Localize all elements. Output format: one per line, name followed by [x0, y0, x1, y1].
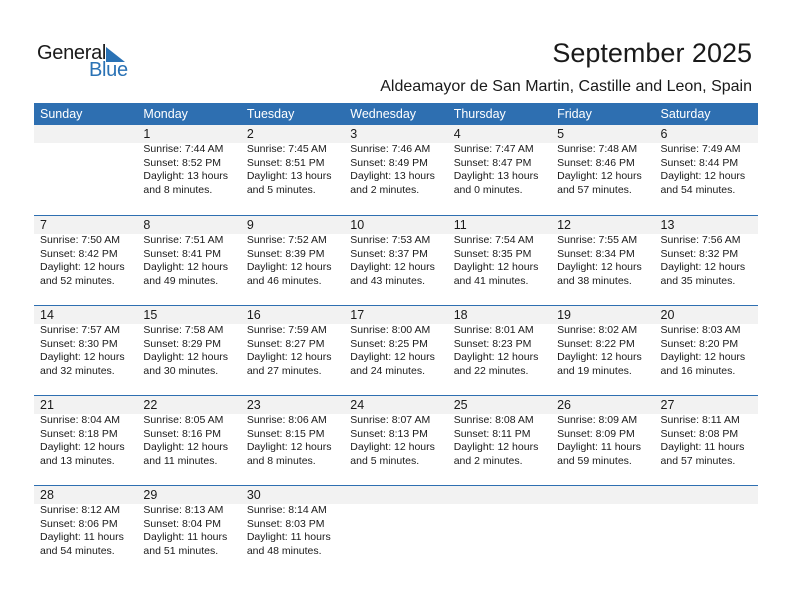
sunrise-text: Sunrise: 7:45 AM [246, 143, 327, 155]
day-number: 24 [350, 398, 365, 412]
daylight-minutes-text: and 2 minutes. [453, 454, 523, 467]
daylight-minutes-text: and 57 minutes. [660, 454, 736, 467]
day-cell [34, 396, 137, 468]
day-cell [344, 486, 447, 558]
daylight-text: Daylight: 11 hours [246, 531, 331, 543]
day-number [350, 486, 447, 504]
sunrise-text: Sunrise: 7:53 AM [350, 234, 431, 246]
daylight-text: Daylight: 12 hours [557, 351, 642, 363]
sunset-text: Sunset: 8:37 PM [350, 247, 428, 260]
daylight-minutes-text: and 5 minutes. [350, 454, 420, 467]
day-number: 4 [453, 127, 461, 141]
sunset-text: Sunset: 8:49 PM [350, 156, 428, 169]
daylight-minutes-text: and 8 minutes. [143, 183, 213, 196]
daylight-minutes-text: and 5 minutes. [246, 183, 316, 196]
week-cells [34, 125, 758, 197]
daylight-minutes-text: and 22 minutes. [453, 364, 529, 377]
day-cell [241, 486, 344, 558]
sunrise-text: Sunrise: 7:55 AM [557, 234, 638, 246]
sunset-text: Sunset: 8:08 PM [660, 427, 739, 440]
weeks-container [34, 125, 758, 575]
sunrise-text: Sunrise: 8:08 AM [453, 414, 534, 426]
sunrise-text: Sunrise: 7:44 AM [143, 143, 224, 155]
sunrise-text: Sunrise: 8:06 AM [246, 414, 327, 426]
daylight-text: Daylight: 11 hours [40, 531, 124, 543]
sunset-text: Sunset: 8:42 PM [40, 247, 118, 260]
day-cell [34, 306, 137, 378]
daylight-minutes-text: and 2 minutes. [350, 183, 420, 196]
daylight-text: Daylight: 12 hours [246, 441, 332, 453]
daylight-minutes-text: and 49 minutes. [143, 274, 219, 287]
day-cell [655, 125, 758, 197]
day-number: 27 [660, 398, 675, 412]
sunrise-text: Sunrise: 8:09 AM [557, 414, 638, 426]
day-number: 20 [660, 308, 675, 322]
day-number: 22 [143, 398, 158, 412]
day-number [40, 125, 137, 143]
week-row [34, 485, 758, 575]
sunrise-text: Sunrise: 7:50 AM [40, 234, 120, 246]
weekday-tuesday: Tuesday [246, 107, 295, 121]
sunrise-text: Sunrise: 7:48 AM [557, 143, 638, 155]
day-cell [655, 486, 758, 558]
day-number: 21 [40, 398, 54, 412]
weekday-thursday: Thursday [453, 107, 506, 121]
sunset-text: Sunset: 8:44 PM [660, 156, 739, 169]
day-number: 6 [660, 127, 668, 141]
sunset-text: Sunset: 8:34 PM [557, 247, 635, 260]
day-number: 16 [246, 308, 261, 322]
sunrise-text: Sunrise: 8:11 AM [660, 414, 740, 426]
day-cell [551, 216, 654, 288]
day-number: 11 [453, 218, 467, 232]
day-cell [137, 486, 240, 558]
daylight-text: Daylight: 13 hours [453, 170, 539, 182]
day-cell [137, 396, 240, 468]
daylight-minutes-text: and 0 minutes. [453, 183, 523, 196]
daylight-text: Daylight: 12 hours [660, 351, 746, 363]
sunset-text: Sunset: 8:23 PM [453, 337, 532, 350]
sunset-text: Sunset: 8:41 PM [143, 247, 222, 260]
daylight-text: Daylight: 11 hours [660, 441, 745, 453]
day-cell [448, 486, 551, 558]
sunrise-text: Sunrise: 7:51 AM [143, 234, 224, 246]
daylight-text: Daylight: 12 hours [143, 261, 229, 273]
day-cell [241, 306, 344, 378]
day-cell [448, 306, 551, 378]
day-number: 19 [557, 308, 572, 322]
sunset-text: Sunset: 8:46 PM [557, 156, 635, 169]
daylight-minutes-text: and 41 minutes. [453, 274, 529, 287]
sunrise-text: Sunrise: 7:46 AM [350, 143, 431, 155]
daylight-minutes-text: and 32 minutes. [40, 364, 115, 377]
day-number: 14 [40, 308, 54, 322]
daylight-text: Daylight: 12 hours [660, 261, 746, 273]
location-subtitle: Aldeamayor de San Martin, Castille and Leon, Spain [380, 78, 752, 95]
day-cell [344, 125, 447, 197]
daylight-text: Daylight: 11 hours [557, 441, 641, 453]
day-number: 2 [246, 127, 254, 141]
daylight-text: Daylight: 12 hours [557, 261, 642, 273]
sunrise-text: Sunrise: 8:13 AM [143, 504, 224, 516]
daylight-minutes-text: and 43 minutes. [350, 274, 425, 287]
day-number: 7 [40, 218, 47, 232]
day-cell [34, 216, 137, 288]
sunrise-text: Sunrise: 8:04 AM [40, 414, 120, 426]
daylight-minutes-text: and 51 minutes. [143, 544, 219, 557]
day-number: 3 [350, 127, 358, 141]
day-number: 15 [143, 308, 158, 322]
weekday-sunday: Sunday [40, 107, 83, 121]
sunrise-text: Sunrise: 8:12 AM [40, 504, 120, 516]
daylight-minutes-text: and 8 minutes. [246, 454, 316, 467]
day-number: 23 [246, 398, 261, 412]
day-cell [344, 306, 447, 378]
daylight-text: Daylight: 12 hours [40, 261, 125, 273]
sunset-text: Sunset: 8:18 PM [40, 427, 118, 440]
week-cells [34, 216, 758, 288]
sunset-text: Sunset: 8:29 PM [143, 337, 222, 350]
weekday-monday: Monday [143, 107, 188, 121]
sunset-text: Sunset: 8:35 PM [453, 247, 532, 260]
day-cell [241, 216, 344, 288]
general-blue-logo [37, 42, 137, 82]
daylight-minutes-text: and 54 minutes. [40, 544, 115, 557]
daylight-minutes-text: and 24 minutes. [350, 364, 425, 377]
sunset-text: Sunset: 8:11 PM [453, 427, 531, 440]
sunrise-text: Sunrise: 8:01 AM [453, 324, 534, 336]
daylight-minutes-text: and 11 minutes. [143, 454, 218, 467]
sunset-text: Sunset: 8:30 PM [40, 337, 118, 350]
day-cell [551, 486, 654, 558]
daylight-text: Daylight: 12 hours [453, 261, 539, 273]
daylight-text: Daylight: 12 hours [246, 351, 332, 363]
week-row [34, 305, 758, 395]
sunrise-text: Sunrise: 8:05 AM [143, 414, 224, 426]
daylight-text: Daylight: 12 hours [350, 261, 435, 273]
sunset-text: Sunset: 8:25 PM [350, 337, 428, 350]
day-cell [344, 396, 447, 468]
sunrise-text: Sunrise: 8:00 AM [350, 324, 431, 336]
sunrise-text: Sunrise: 7:49 AM [660, 143, 741, 155]
daylight-text: Daylight: 12 hours [660, 170, 746, 182]
sunset-text: Sunset: 8:13 PM [350, 427, 428, 440]
day-cell [655, 306, 758, 378]
week-row [34, 395, 758, 485]
sunset-text: Sunset: 8:27 PM [246, 337, 325, 350]
daylight-text: Daylight: 11 hours [143, 531, 228, 543]
day-cell [344, 216, 447, 288]
sunset-text: Sunset: 8:03 PM [246, 517, 325, 530]
daylight-minutes-text: and 59 minutes. [557, 454, 632, 467]
daylight-minutes-text: and 30 minutes. [143, 364, 219, 377]
sunrise-text: Sunrise: 7:59 AM [246, 324, 327, 336]
sunrise-text: Sunrise: 7:52 AM [246, 234, 327, 246]
logo-word-blue: Blue [89, 59, 128, 81]
sunrise-text: Sunrise: 8:03 AM [660, 324, 741, 336]
sunset-text: Sunset: 8:15 PM [246, 427, 325, 440]
day-cell [551, 125, 654, 197]
sunrise-text: Sunrise: 8:02 AM [557, 324, 638, 336]
day-number: 5 [557, 127, 565, 141]
daylight-text: Daylight: 12 hours [453, 441, 539, 453]
sunset-text: Sunset: 8:52 PM [143, 156, 222, 169]
day-cell [655, 396, 758, 468]
daylight-text: Daylight: 12 hours [557, 170, 642, 182]
week-row [34, 215, 758, 305]
sunset-text: Sunset: 8:16 PM [143, 427, 222, 440]
day-cell [34, 125, 137, 197]
sunset-text: Sunset: 8:39 PM [246, 247, 325, 260]
day-number [661, 486, 758, 504]
sunset-text: Sunset: 8:20 PM [660, 337, 739, 350]
weekday-wednesday: Wednesday [350, 107, 417, 121]
daylight-text: Daylight: 12 hours [453, 351, 539, 363]
week-cells [34, 486, 758, 558]
daylight-text: Daylight: 12 hours [40, 441, 125, 453]
daylight-text: Daylight: 13 hours [350, 170, 435, 182]
daylight-minutes-text: and 38 minutes. [557, 274, 632, 287]
sunset-text: Sunset: 8:09 PM [557, 427, 635, 440]
day-cell [137, 306, 240, 378]
day-number [454, 486, 551, 504]
calendar-grid [34, 103, 758, 575]
week-cells [34, 306, 758, 378]
day-cell [448, 125, 551, 197]
day-number: 29 [143, 488, 158, 502]
daylight-minutes-text: and 57 minutes. [557, 183, 632, 196]
day-number: 1 [143, 127, 151, 141]
daylight-minutes-text: and 19 minutes. [557, 364, 632, 377]
day-cell [241, 396, 344, 468]
weekday-saturday: Saturday [660, 107, 711, 121]
day-number: 9 [246, 218, 254, 232]
sunrise-text: Sunrise: 7:57 AM [40, 324, 120, 336]
daylight-minutes-text: and 52 minutes. [40, 274, 115, 287]
sunset-text: Sunset: 8:06 PM [40, 517, 118, 530]
weekday-friday: Friday [557, 107, 592, 121]
day-number: 30 [246, 488, 261, 502]
sunset-text: Sunset: 8:32 PM [660, 247, 739, 260]
day-number: 26 [557, 398, 572, 412]
day-number: 13 [660, 218, 675, 232]
sunrise-text: Sunrise: 7:54 AM [453, 234, 534, 246]
daylight-text: Daylight: 12 hours [350, 441, 435, 453]
sunset-text: Sunset: 8:47 PM [453, 156, 532, 169]
daylight-text: Daylight: 13 hours [143, 170, 229, 182]
day-cell [655, 216, 758, 288]
daylight-text: Daylight: 12 hours [143, 351, 229, 363]
day-cell [551, 306, 654, 378]
daylight-text: Daylight: 13 hours [246, 170, 332, 182]
sunrise-text: Sunrise: 8:14 AM [246, 504, 327, 516]
week-cells [34, 396, 758, 468]
daylight-text: Daylight: 12 hours [246, 261, 332, 273]
day-cell [448, 396, 551, 468]
daylight-minutes-text: and 35 minutes. [660, 274, 736, 287]
day-cell [551, 396, 654, 468]
sunrise-text: Sunrise: 8:07 AM [350, 414, 431, 426]
daylight-text: Daylight: 12 hours [143, 441, 229, 453]
sunset-text: Sunset: 8:22 PM [557, 337, 635, 350]
weekday-header-row [34, 103, 758, 125]
daylight-minutes-text: and 13 minutes. [40, 454, 115, 467]
day-number: 8 [143, 218, 151, 232]
daylight-minutes-text: and 27 minutes. [246, 364, 322, 377]
week-row [34, 125, 758, 215]
day-number: 17 [350, 308, 365, 322]
day-number: 28 [40, 488, 54, 502]
day-cell [34, 486, 137, 558]
day-cell [448, 216, 551, 288]
daylight-text: Daylight: 12 hours [40, 351, 125, 363]
sunrise-text: Sunrise: 7:56 AM [660, 234, 741, 246]
day-cell [137, 216, 240, 288]
day-cell [241, 125, 344, 197]
day-number: 12 [557, 218, 572, 232]
day-number: 10 [350, 218, 365, 232]
day-number: 25 [453, 398, 468, 412]
daylight-minutes-text: and 46 minutes. [246, 274, 322, 287]
sunrise-text: Sunrise: 7:58 AM [143, 324, 224, 336]
sunrise-text: Sunrise: 7:47 AM [453, 143, 534, 155]
day-number: 18 [453, 308, 468, 322]
day-number [557, 486, 654, 504]
sunset-text: Sunset: 8:51 PM [246, 156, 325, 169]
daylight-minutes-text: and 16 minutes. [660, 364, 736, 377]
daylight-minutes-text: and 54 minutes. [660, 183, 736, 196]
daylight-text: Daylight: 12 hours [350, 351, 435, 363]
daylight-minutes-text: and 48 minutes. [246, 544, 322, 557]
logo-word-general: General [37, 42, 107, 64]
page-title: September 2025 [552, 38, 752, 68]
day-cell [137, 125, 240, 197]
sunset-text: Sunset: 8:04 PM [143, 517, 222, 530]
